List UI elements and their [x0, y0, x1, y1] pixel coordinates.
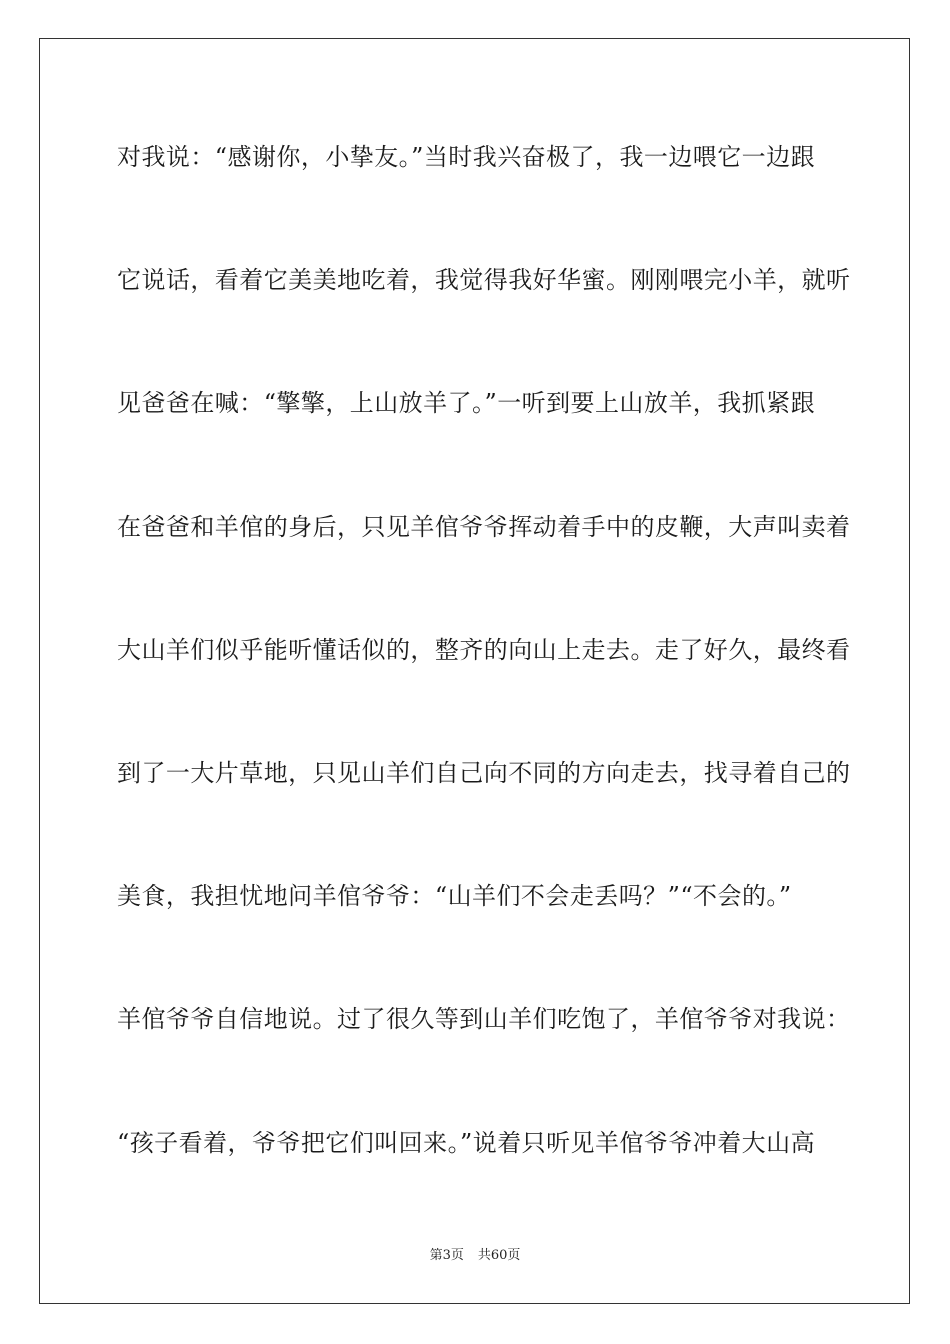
text-line-6: 到了一大片草地，只见山羊们自己向不同的方向走去，找寻着自己的 — [117, 758, 851, 787]
text-line-5: 大山羊们似乎能听懂话似的，整齐的向山上走去。走了好久，最终看 — [117, 635, 851, 664]
page-footer — [0, 1246, 950, 1266]
text-line-9: “孩子看着，爷爷把它们叫回来。”说着只听见羊倌爷爷冲着大山高 — [117, 1128, 816, 1157]
text-line-8: 羊倌爷爷自信地说。过了很久等到山羊们吃饱了，羊倌爷爷对我说： — [117, 1005, 851, 1034]
page-total: 共60页 — [477, 1248, 521, 1263]
text-line-3: 见爸爸在喊：“擎擎，上山放羊了。”一听到要上山放羊，我抓紧跟 — [117, 389, 816, 418]
page-number: 第3页 — [429, 1248, 464, 1263]
document-body — [117, 127, 851, 1236]
text-line-7: 美食，我担忧地问羊倌爷爷：“山羊们不会走丢吗？”“不会的。” — [117, 882, 792, 911]
text-line-2: 它说话，看着它美美地吃着，我觉得我好华蜜。刚刚喂完小羊，就听 — [117, 266, 851, 295]
text-line-1: 对我说：“感谢你，小挚友。”当时我兴奋极了，我一边喂它一边跟 — [117, 143, 816, 171]
text-line-4: 在爸爸和羊倌的身后，只见羊倌爷爷挥动着手中的皮鞭，大声叫卖着 — [117, 512, 851, 541]
